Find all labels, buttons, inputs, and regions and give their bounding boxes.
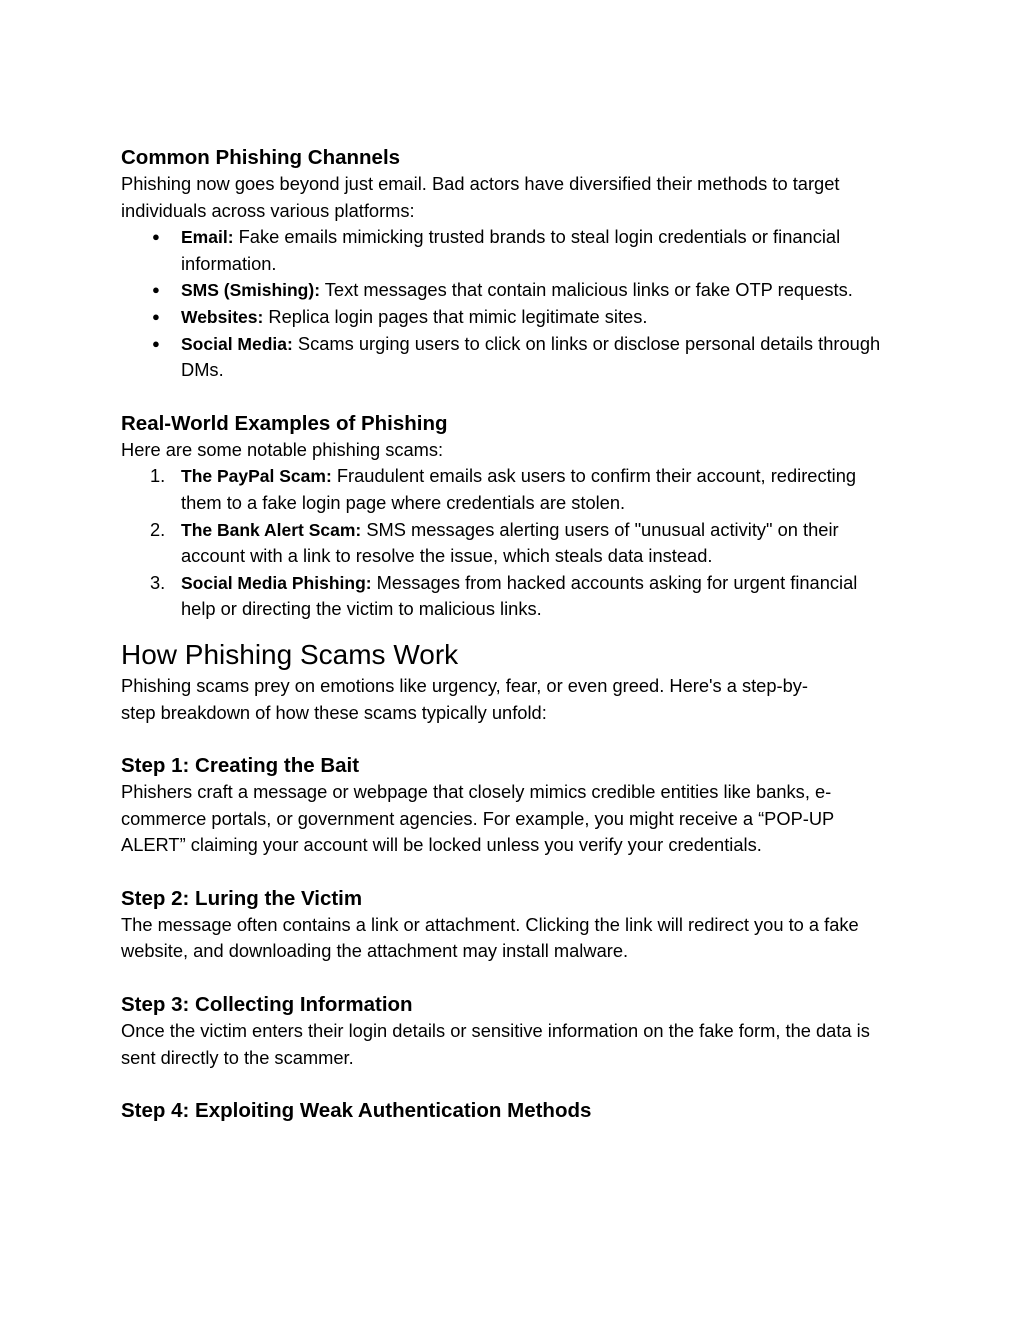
bullet-icon: ● [152,282,160,298]
step-text: Once the victim enters their login details or sensitive information on the fake form, the data is sent directly to the scammer. [121,1020,870,1068]
list-item [121,517,881,570]
section-heading-examples: Real-World Examples of Phishing [121,411,448,435]
list-item-term: Social Media: [181,333,293,354]
list-item-term: The PayPal Scam: [181,466,332,487]
list-number: 3. [150,571,166,593]
list-item-term: The Bank Alert Scam: [181,519,362,540]
list-item [121,277,881,304]
examples-intro: Here are some notable phishing scams: [121,438,444,460]
step-heading: Step 3: Collecting Information [121,993,413,1017]
bullet-icon: ● [152,308,160,324]
list-item [121,331,891,384]
bullet-icon: ● [152,229,160,245]
list-item-text: Text messages that contain malicious links or fake OTP requests. [320,279,853,301]
list-item-term: Email: [181,227,234,248]
step-text: The message often contains a link or attachment. Clicking the link will redirect you to a fake website, and downloading the attachment may install malware. [121,913,859,962]
list-item [121,224,881,277]
list-item-text: Messages from hacked accounts asking for urgent financial help or directing the victim to malicious links. [181,571,858,620]
list-item-text: Fraudulent emails ask users to confirm their account, redirecting them to a fake login page where credentials are stolen. [181,465,857,513]
how-intro: Phishing scams prey on emotions like urgency, fear, or even greed. Here's a step-by-step breakdown of how these scams typically unfold: [121,674,809,723]
list-item [121,463,871,516]
examples-list [121,463,901,623]
step-text: Phishers craft a message or webpage that closely mimics credible entities like banks, e-commerce portals, or government agencies. For example, you might receive a “POP-UP ALERT” claiming your account will be locked unless you verify your credentials. [121,781,834,856]
step-heading: Step 2: Luring the Victim [121,886,363,910]
step-heading: Step 4: Exploiting Weak Authentication Methods [121,1099,592,1123]
list-item-term: Websites: [181,306,264,327]
list-item-text: Fake emails mimicking trusted brands to steal login credentials or financial information. [181,226,841,274]
list-item-term: SMS (Smishing): [181,280,321,301]
section-heading-how: How Phishing Scams Work [121,638,459,670]
list-item-term: Social Media Phishing: [181,572,372,593]
section-heading-channels: Common Phishing Channels [121,146,401,169]
list-number: 2. [150,518,166,540]
step-heading: Step 1: Creating the Bait [121,754,360,778]
channels-list [121,224,901,384]
channels-intro: Phishing now goes beyond just email. Bad actors have diversified their methods to target individuals across various platforms: [121,173,840,221]
list-number: 1. [150,465,166,487]
list-item-text: Replica login pages that mimic legitimate sites. [263,305,648,327]
list-item-text: SMS messages alerting users of "unusual activity" on their account with a link to resolve the issue, which steals data instead. [181,518,839,567]
list-item [121,304,901,331]
list-item [121,570,881,623]
list-item-text: Scams urging users to click on links or disclose personal details through DMs. [181,332,881,381]
document-page [121,144,901,1124]
bullet-icon: ● [152,335,160,351]
